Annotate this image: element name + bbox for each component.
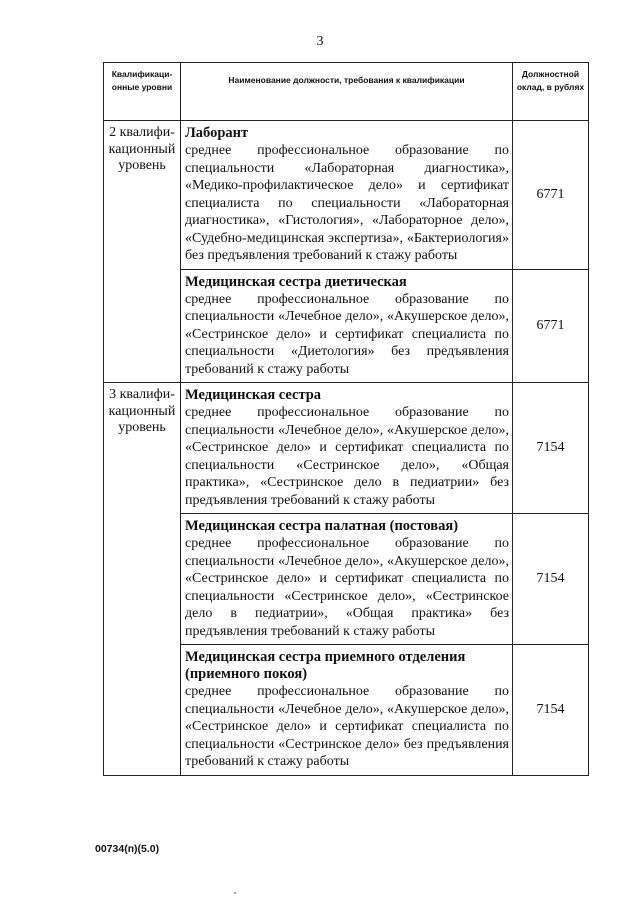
position-cell [181,269,513,383]
qualification-level-3: 3 квалифи-кационный уровень [104,383,181,776]
header-salary: Должностной оклад, в рублях [513,63,589,121]
header-qualification-levels: Квалификаци-онные уровни [104,63,181,121]
position-title: Медицинская сестра [185,387,322,403]
qualification-table [103,62,589,776]
position-cell [181,645,513,776]
position-requirements: среднее профессиональное образование по специальности «Лечебное дело», «Акушерское дело», «Сестринское дело» и сертификат специалиста по специальности «Сестринское дело» без предъявления требований к стажу работы [185,684,509,769]
position-title: Лаборант [185,125,249,141]
position-cell [181,514,513,645]
position-requirements: среднее профессиональное образование по специальности «Лечебное дело», «Акушерское дело», «Сестринское дело» и сертификат специалиста по специальности «Диетология» без предъявления требований к стажу работы [185,291,509,377]
position-requirements: среднее профессиональное образование по специальности «Лабораторная диагностика», «Медико-профилактическое дело» и сертификат специалиста по специальности «Лабораторная диагностика», «Гистология», «Лабораторное дело», «Судебно-медицинская экспертиза», «Бактериология» без предъявления требований к стажу работы [185,143,509,263]
position-title: Медицинская сестра палатная (постовая) [185,518,459,534]
position-requirements: среднее профессиональное образование по специальности «Лечебное дело», «Акушерское дело», «Сестринское дело» и сертификат специалиста по специальности «Сестринское дело», «Общая практика», «Сестринское дело в педиатрии» без предъявления требований к стажу работы [185,405,509,508]
table-row [104,121,589,270]
position-requirements: среднее профессиональное образование по специальности «Лечебное дело», «Акушерское дело», «Сестринское дело» и сертификат специалиста по специальности «Сестринское дело», «Сестринское дело в педиатрии», «Общая практика» без предъявления требований к стажу работы [185,536,509,639]
salary-value: 7154 [513,514,589,645]
scan-artifact [234,892,236,894]
table-header-row [104,63,589,121]
position-title: Медицинская сестра диетическая [185,273,407,290]
qualification-level-2: 2 квалифи-кационный уровень [104,121,181,383]
header-position-name: Наименование должности, требования к квалификации [181,63,513,121]
position-title: Медицинская сестра приемного отделения (приемного покоя) [185,649,466,682]
position-cell [181,383,513,514]
position-cell [181,121,513,270]
table-row [104,383,589,514]
salary-value: 6771 [513,269,589,383]
page-number: 3 [316,34,324,49]
salary-value: 7154 [513,645,589,776]
salary-value: 6771 [513,121,589,270]
salary-value: 7154 [513,383,589,514]
document-code: 00734(п)(5.0) [95,843,160,855]
